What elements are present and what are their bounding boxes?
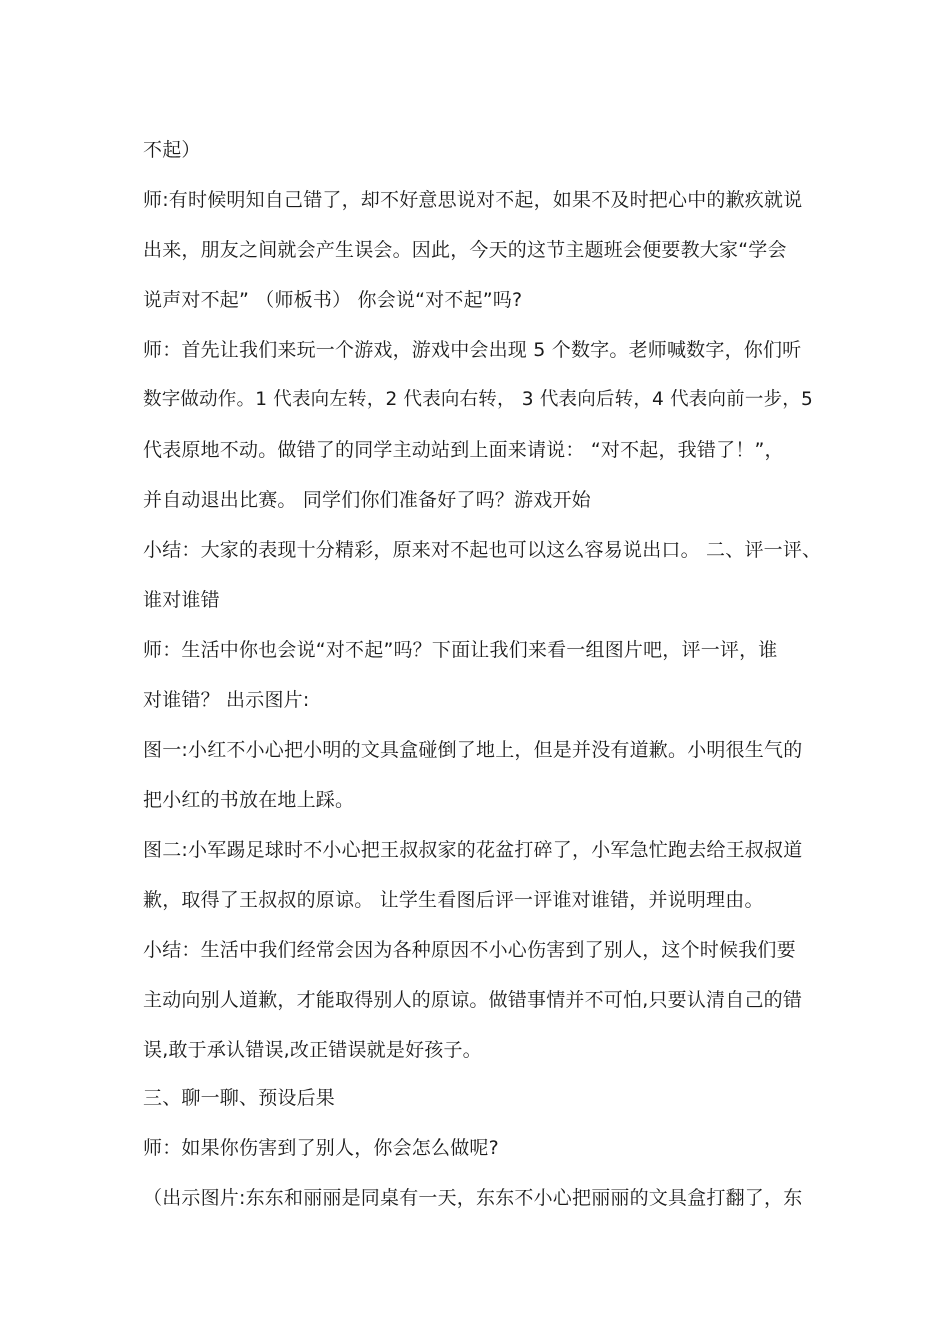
text-line: 师：如果你伤害到了别人，你会怎么做呢? xyxy=(143,1137,499,1159)
text-line: 误,敢于承认错误,改正错误就是好孩子。 xyxy=(143,1039,482,1061)
text-line: 师：生活中你也会说“对不起”吗？下面让我们来看一组图片吧，评一评，谁 xyxy=(143,639,778,661)
text-line: 小结：大家的表现十分精彩，原来对不起也可以这么容易说出口。 二、评一评、 xyxy=(143,539,822,561)
text-line: 代表原地不动。做错了的同学主动站到上面来请说： “对不起，我错了！”， xyxy=(143,439,784,461)
text-line: 图一:小红不小心把小明的文具盒碰倒了地上，但是并没有道歉。小明很生气的 xyxy=(143,739,803,761)
text-line: 出来，朋友之间就会产生误会。因此，今天的这节主题班会便要教大家“学会 xyxy=(143,239,787,261)
section-heading: 三、聊一聊、预设后果 xyxy=(143,1087,336,1109)
text-line: 小结：生活中我们经常会因为各种原因不小心伤害到了别人，这个时候我们要 xyxy=(143,939,796,961)
text-line: 数字做动作。1 代表向左转，2 代表向右转， 3 代表向后转，4 代表向前一步，5 xyxy=(143,389,813,410)
text-line: 师:有时候明知自己错了，却不好意思说对不起，如果不及时把心中的歉疚就说 xyxy=(143,189,803,211)
text-line: 图二:小军踢足球时不小心把王叔叔家的花盆打碎了，小军急忙跑去给王叔叔道 xyxy=(143,839,803,861)
text-line: （出示图片:东东和丽丽是同桌有一天，东东不小心把丽丽的文具盒打翻了，东 xyxy=(143,1187,803,1209)
text-line: 说声对不起” （师板书） 你会说“对不起”吗? xyxy=(143,289,523,311)
text-line: 对谁错？ 出示图片: xyxy=(143,689,310,711)
text-line: 谁对谁错 xyxy=(143,589,220,611)
text-line: 把小红的书放在地上踩。 xyxy=(143,789,355,811)
text-line: 不起） xyxy=(143,139,201,161)
text-line: 师：首先让我们来玩一个游戏，游戏中会出现 5 个数字。老师喊数字，你们听 xyxy=(143,339,802,361)
text-line: 歉，取得了王叔叔的原谅。 让学生看图后评一评谁对谁错，并说明理由。 xyxy=(143,889,764,911)
text-line: 主动向别人道歉，才能取得别人的原谅。做错事情并不可怕,只要认清自己的错 xyxy=(143,989,803,1011)
text-line: 并自动退出比赛。 同学们你们准备好了吗？游戏开始 xyxy=(143,489,591,511)
